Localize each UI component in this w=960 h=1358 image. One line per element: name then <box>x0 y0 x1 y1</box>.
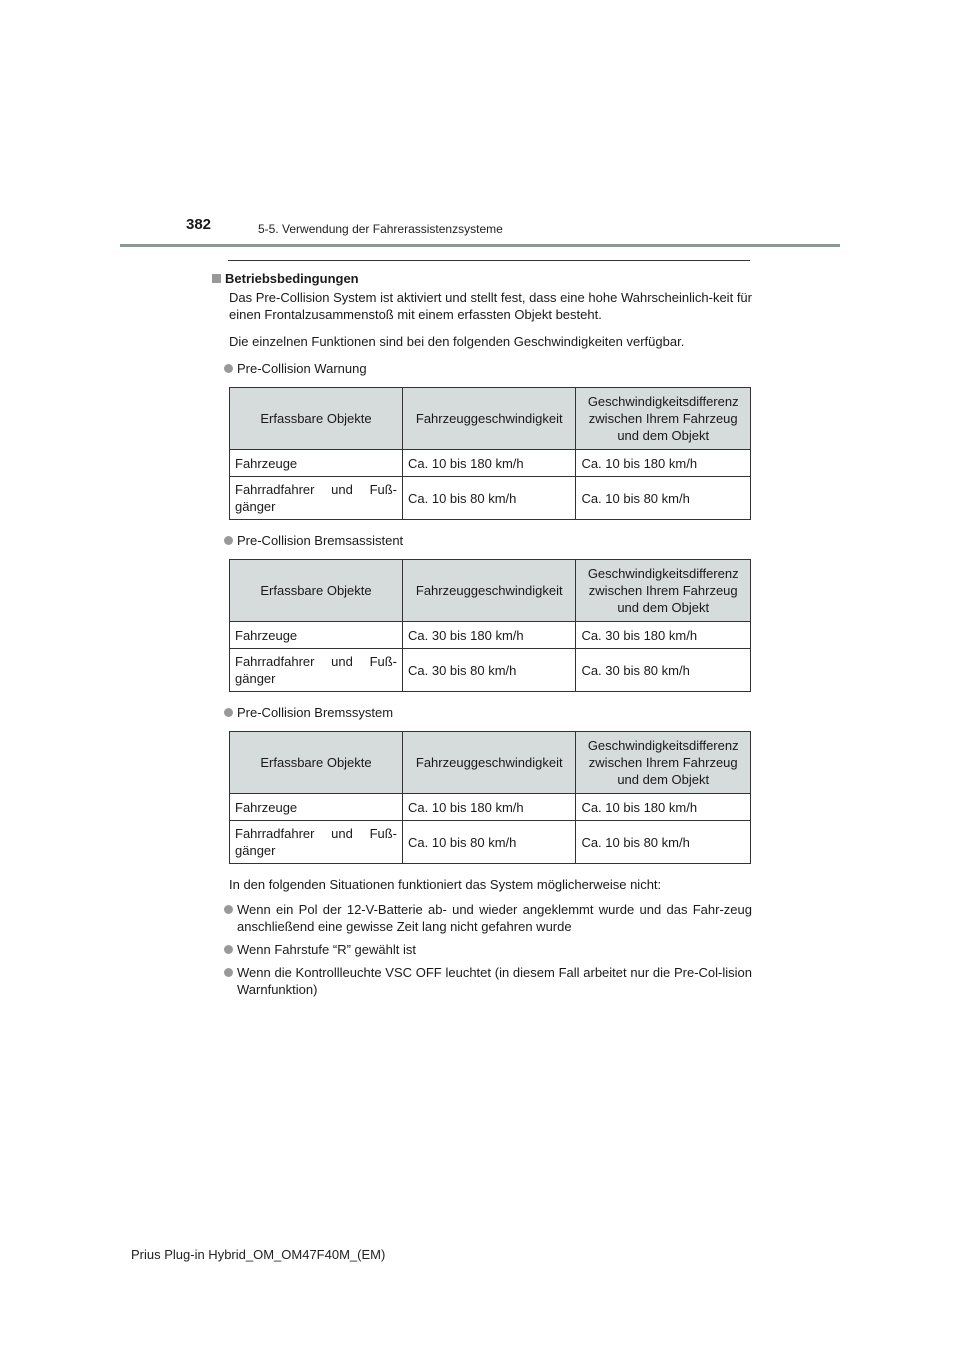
speed-table <box>229 559 751 692</box>
round-bullet-icon <box>224 708 233 717</box>
table-header-cell: Geschwindigkeitsdifferenz zwischen Ihrem Fahrzeug und dem Objekt <box>576 560 751 622</box>
table-cell: Ca. 10 bis 80 km/h <box>576 821 751 864</box>
table-cell: Ca. 30 bis 180 km/h <box>576 622 751 649</box>
situation-text: Wenn die Kontrollleuchte VSC OFF leuchtet (in diesem Fall arbeitet nur die Pre-Col-lision Warnfunktion) <box>237 965 752 997</box>
table-header-cell: Erfassbare Objekte <box>230 560 403 622</box>
table-header-cell: Erfassbare Objekte <box>230 388 403 450</box>
table-header-cell: Erfassbare Objekte <box>230 732 403 794</box>
table-row <box>230 622 751 649</box>
table-header-cell: Fahrzeuggeschwindigkeit <box>403 732 576 794</box>
table-cell: Ca. 10 bis 180 km/h <box>576 450 751 477</box>
header-rule <box>120 244 840 247</box>
table-cell: Ca. 10 bis 80 km/h <box>403 821 576 864</box>
square-bullet-icon <box>212 274 221 283</box>
document-footer: Prius Plug-in Hybrid_OM_OM47F40M_(EM) <box>131 1247 386 1262</box>
table-cell: Fahrzeuge <box>230 622 403 649</box>
table-row <box>230 821 751 864</box>
table-cell: Fahrradfahrer und Fuß-gänger <box>230 477 403 520</box>
table-cell: Fahrzeuge <box>230 450 403 477</box>
round-bullet-icon <box>224 536 233 545</box>
heading-text: Betriebsbedingungen <box>225 271 359 286</box>
table-row <box>230 649 751 692</box>
table-cell: Ca. 10 bis 180 km/h <box>403 794 576 821</box>
content-top-rule <box>228 260 750 261</box>
table-row <box>230 794 751 821</box>
table-row <box>230 450 751 477</box>
function-bullet <box>224 704 752 721</box>
situation-bullet <box>224 941 752 958</box>
section-title: 5-5. Verwendung der Fahrerassistenzsysteme <box>258 222 503 236</box>
table-cell: Ca. 30 bis 80 km/h <box>576 649 751 692</box>
table-cell: Fahrzeuge <box>230 794 403 821</box>
intro-paragraph: Das Pre-Collision System ist aktiviert und stellt fest, dass eine hohe Wahrscheinlich-keit für einen Frontalzusammenstoß mit einem erfassten Objekt besteht. <box>229 290 752 322</box>
page-number: 382 <box>186 216 212 233</box>
situation-text: Wenn ein Pol der 12-V-Batterie ab- und wieder angeklemmt wurde und das Fahr-zeug anschließend eine gewisse Zeit lang nicht gefahren wurde <box>237 902 752 934</box>
table-header-cell: Geschwindigkeitsdifferenz zwischen Ihrem Fahrzeug und dem Objekt <box>576 388 751 450</box>
table-cell: Fahrradfahrer und Fuß-gänger <box>230 821 403 864</box>
table-cell: Ca. 10 bis 180 km/h <box>576 794 751 821</box>
situations-intro: In den folgenden Situationen funktioniert das System möglicherweise nicht: <box>229 877 662 892</box>
table-cell: Ca. 10 bis 80 km/h <box>576 477 751 520</box>
round-bullet-icon <box>224 905 233 914</box>
section-heading <box>212 270 752 287</box>
function-label: Pre-Collision Bremsassistent <box>237 533 404 548</box>
table-cell: Ca. 10 bis 180 km/h <box>403 450 576 477</box>
round-bullet-icon <box>224 364 233 373</box>
speed-table <box>229 731 751 864</box>
table-header-cell: Geschwindigkeitsdifferenz zwischen Ihrem Fahrzeug und dem Objekt <box>576 732 751 794</box>
function-bullet <box>224 360 752 377</box>
content <box>212 270 752 1004</box>
table-cell: Fahrradfahrer und Fuß-gänger <box>230 649 403 692</box>
table-row <box>230 477 751 520</box>
function-label: Pre-Collision Bremssystem <box>237 705 394 720</box>
intro-paragraph-2: Die einzelnen Funktionen sind bei den folgenden Geschwindigkeiten verfügbar. <box>229 334 685 349</box>
table-header-cell: Fahrzeuggeschwindigkeit <box>403 560 576 622</box>
situation-bullet <box>224 964 752 998</box>
table-cell: Ca. 30 bis 80 km/h <box>403 649 576 692</box>
situation-bullet <box>224 901 752 935</box>
round-bullet-icon <box>224 945 233 954</box>
function-bullet <box>224 532 752 549</box>
table-header-cell: Fahrzeuggeschwindigkeit <box>403 388 576 450</box>
function-label: Pre-Collision Warnung <box>237 361 367 376</box>
situation-text: Wenn Fahrstufe “R” gewählt ist <box>237 942 416 957</box>
speed-table <box>229 387 751 520</box>
table-cell: Ca. 30 bis 180 km/h <box>403 622 576 649</box>
round-bullet-icon <box>224 968 233 977</box>
table-cell: Ca. 10 bis 80 km/h <box>403 477 576 520</box>
